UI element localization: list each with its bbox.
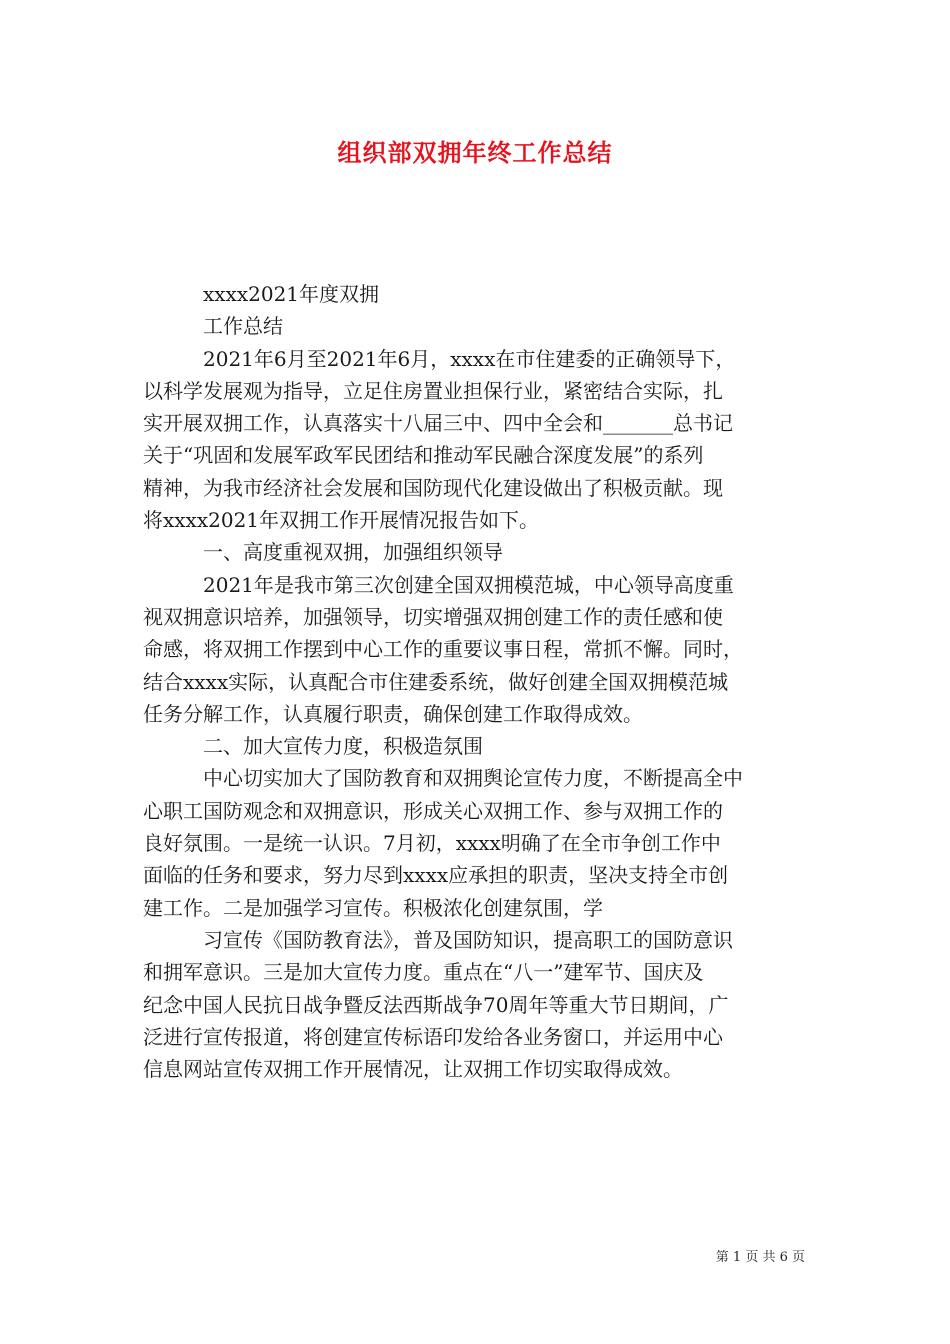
section-heading: 一、高度重视双拥，加强组织领导 (203, 540, 503, 565)
paragraph-line: 和拥军意识。三是加大宣传力度。重点在“八一”建军节、国庆及 (143, 960, 704, 985)
paragraph-line: 中心切实加大了国防教育和双拥舆论宣传力度，不断提高全中 (203, 766, 743, 791)
page-number: 第 1 页 共 6 页 (715, 1250, 805, 1265)
paragraph-line: 2021年6月至2021年6月，xxxx在市住建委的正确领导下， (203, 346, 736, 371)
paragraph-line: 工作总结 (203, 314, 283, 339)
paragraph-line: 实开展双拥工作，认真落实十八届三中、四中全会和_______总书记 (143, 411, 733, 436)
paragraph-line: 建工作。二是加强学习宣传。积极浓化创建氛围，学 (143, 895, 603, 920)
paragraph-line: 关于“巩固和发展军政军民团结和推动军民融合深度发展”的系列 (143, 443, 704, 468)
paragraph-line: 结合xxxx实际，认真配合市住建委系统，做好创建全国双拥模范城 (143, 669, 729, 694)
paragraph-line: 纪念中国人民抗日战争暨反法西斯战争70周年等重大节日期间，广 (143, 992, 729, 1017)
document-body (143, 278, 813, 1085)
document-title: 组织部双拥年终工作总结 (337, 139, 613, 167)
paragraph-line: 心职工国防观念和双拥意识，形成关心双拥工作、参与双拥工作的 (143, 798, 723, 823)
paragraph-line: 信息网站宣传双拥工作开展情况，让双拥工作切实取得成效。 (143, 1057, 683, 1082)
paragraph-line: 视双拥意识培养，加强领导，切实增强双拥创建工作的责任感和使 (143, 604, 723, 629)
paragraph-line: 习宣传《国防教育法》，普及国防知识，提高职工的国防意识 (203, 927, 733, 952)
paragraph-line: 面临的任务和要求，努力尽到xxxx应承担的职责，坚决支持全市创 (143, 863, 729, 888)
paragraph-line: 任务分解工作，认真履行职责，确保创建工作取得成效。 (143, 701, 643, 726)
paragraph-line: 良好氛围。一是统一认识。7月初，xxxx明确了在全市争创工作中 (143, 831, 721, 856)
paragraph-line: xxxx2021年度双拥 (203, 282, 380, 306)
paragraph-line: 命感，将双拥工作摆到中心工作的重要议事日程，常抓不懈。同时， (143, 637, 743, 662)
paragraph-line: 精神，为我市经济社会发展和国防现代化建设做出了积极贡献。现 (143, 475, 723, 500)
paragraph-line: 以科学发展观为指导，立足住房置业担保行业，紧密结合实际，扎 (143, 378, 723, 403)
paragraph-line: 将xxxx2021年双拥工作开展情况报告如下。 (143, 508, 540, 533)
paragraph-line: 2021年是我市第三次创建全国双拥模范城，中心领导高度重 (203, 572, 734, 597)
paragraph-line: 泛进行宣传报道，将创建宣传标语印发给各业务窗口，并运用中心 (143, 1024, 723, 1049)
section-heading: 二、加大宣传力度，积极造氛围 (203, 734, 483, 759)
